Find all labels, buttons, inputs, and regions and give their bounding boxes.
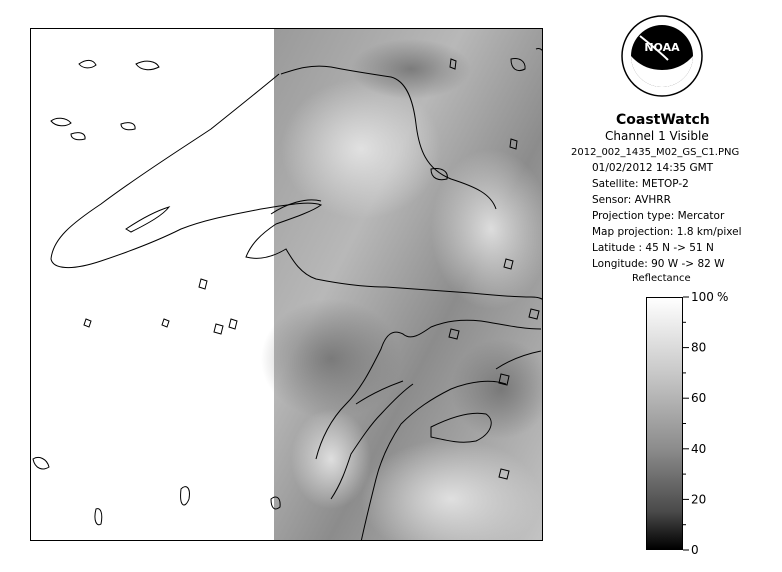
colorbar-tick-label: 60 xyxy=(691,391,707,406)
satellite-label: Satellite: METOP-2 xyxy=(592,178,689,190)
datetime-label: 01/02/2012 14:35 GMT xyxy=(592,162,714,174)
colorbar-title: Reflectance xyxy=(632,273,691,284)
colorbar-tick-label: 80 xyxy=(691,340,707,355)
colorbar-tick-label: 0 xyxy=(691,543,699,557)
map-image xyxy=(31,29,543,541)
projection-type-label: Projection type: Mercator xyxy=(592,210,725,222)
logo-text: NOAA xyxy=(644,41,680,54)
longitude-label: Longitude: 90 W -> 82 W xyxy=(592,258,725,270)
noaa-logo xyxy=(620,14,704,108)
colorbar-tick-label: 40 xyxy=(691,441,707,456)
brand-title: CoastWatch xyxy=(616,112,710,128)
channel-label: Channel 1 Visible xyxy=(605,129,709,143)
map-projection-label: Map projection: 1.8 km/pixel xyxy=(592,226,742,238)
satellite-map xyxy=(30,28,543,541)
filename-label: 2012_002_1435_M02_GS_C1.PNG xyxy=(571,147,740,158)
colorbar-ticks xyxy=(646,290,776,557)
latitude-label: Latitude : 45 N -> 51 N xyxy=(592,242,714,254)
colorbar-tick-label: 20 xyxy=(691,492,707,507)
colorbar-unit: % xyxy=(717,290,729,304)
sensor-label: Sensor: AVHRR xyxy=(592,194,671,206)
colorbar-tick-label: 100 xyxy=(691,290,714,304)
